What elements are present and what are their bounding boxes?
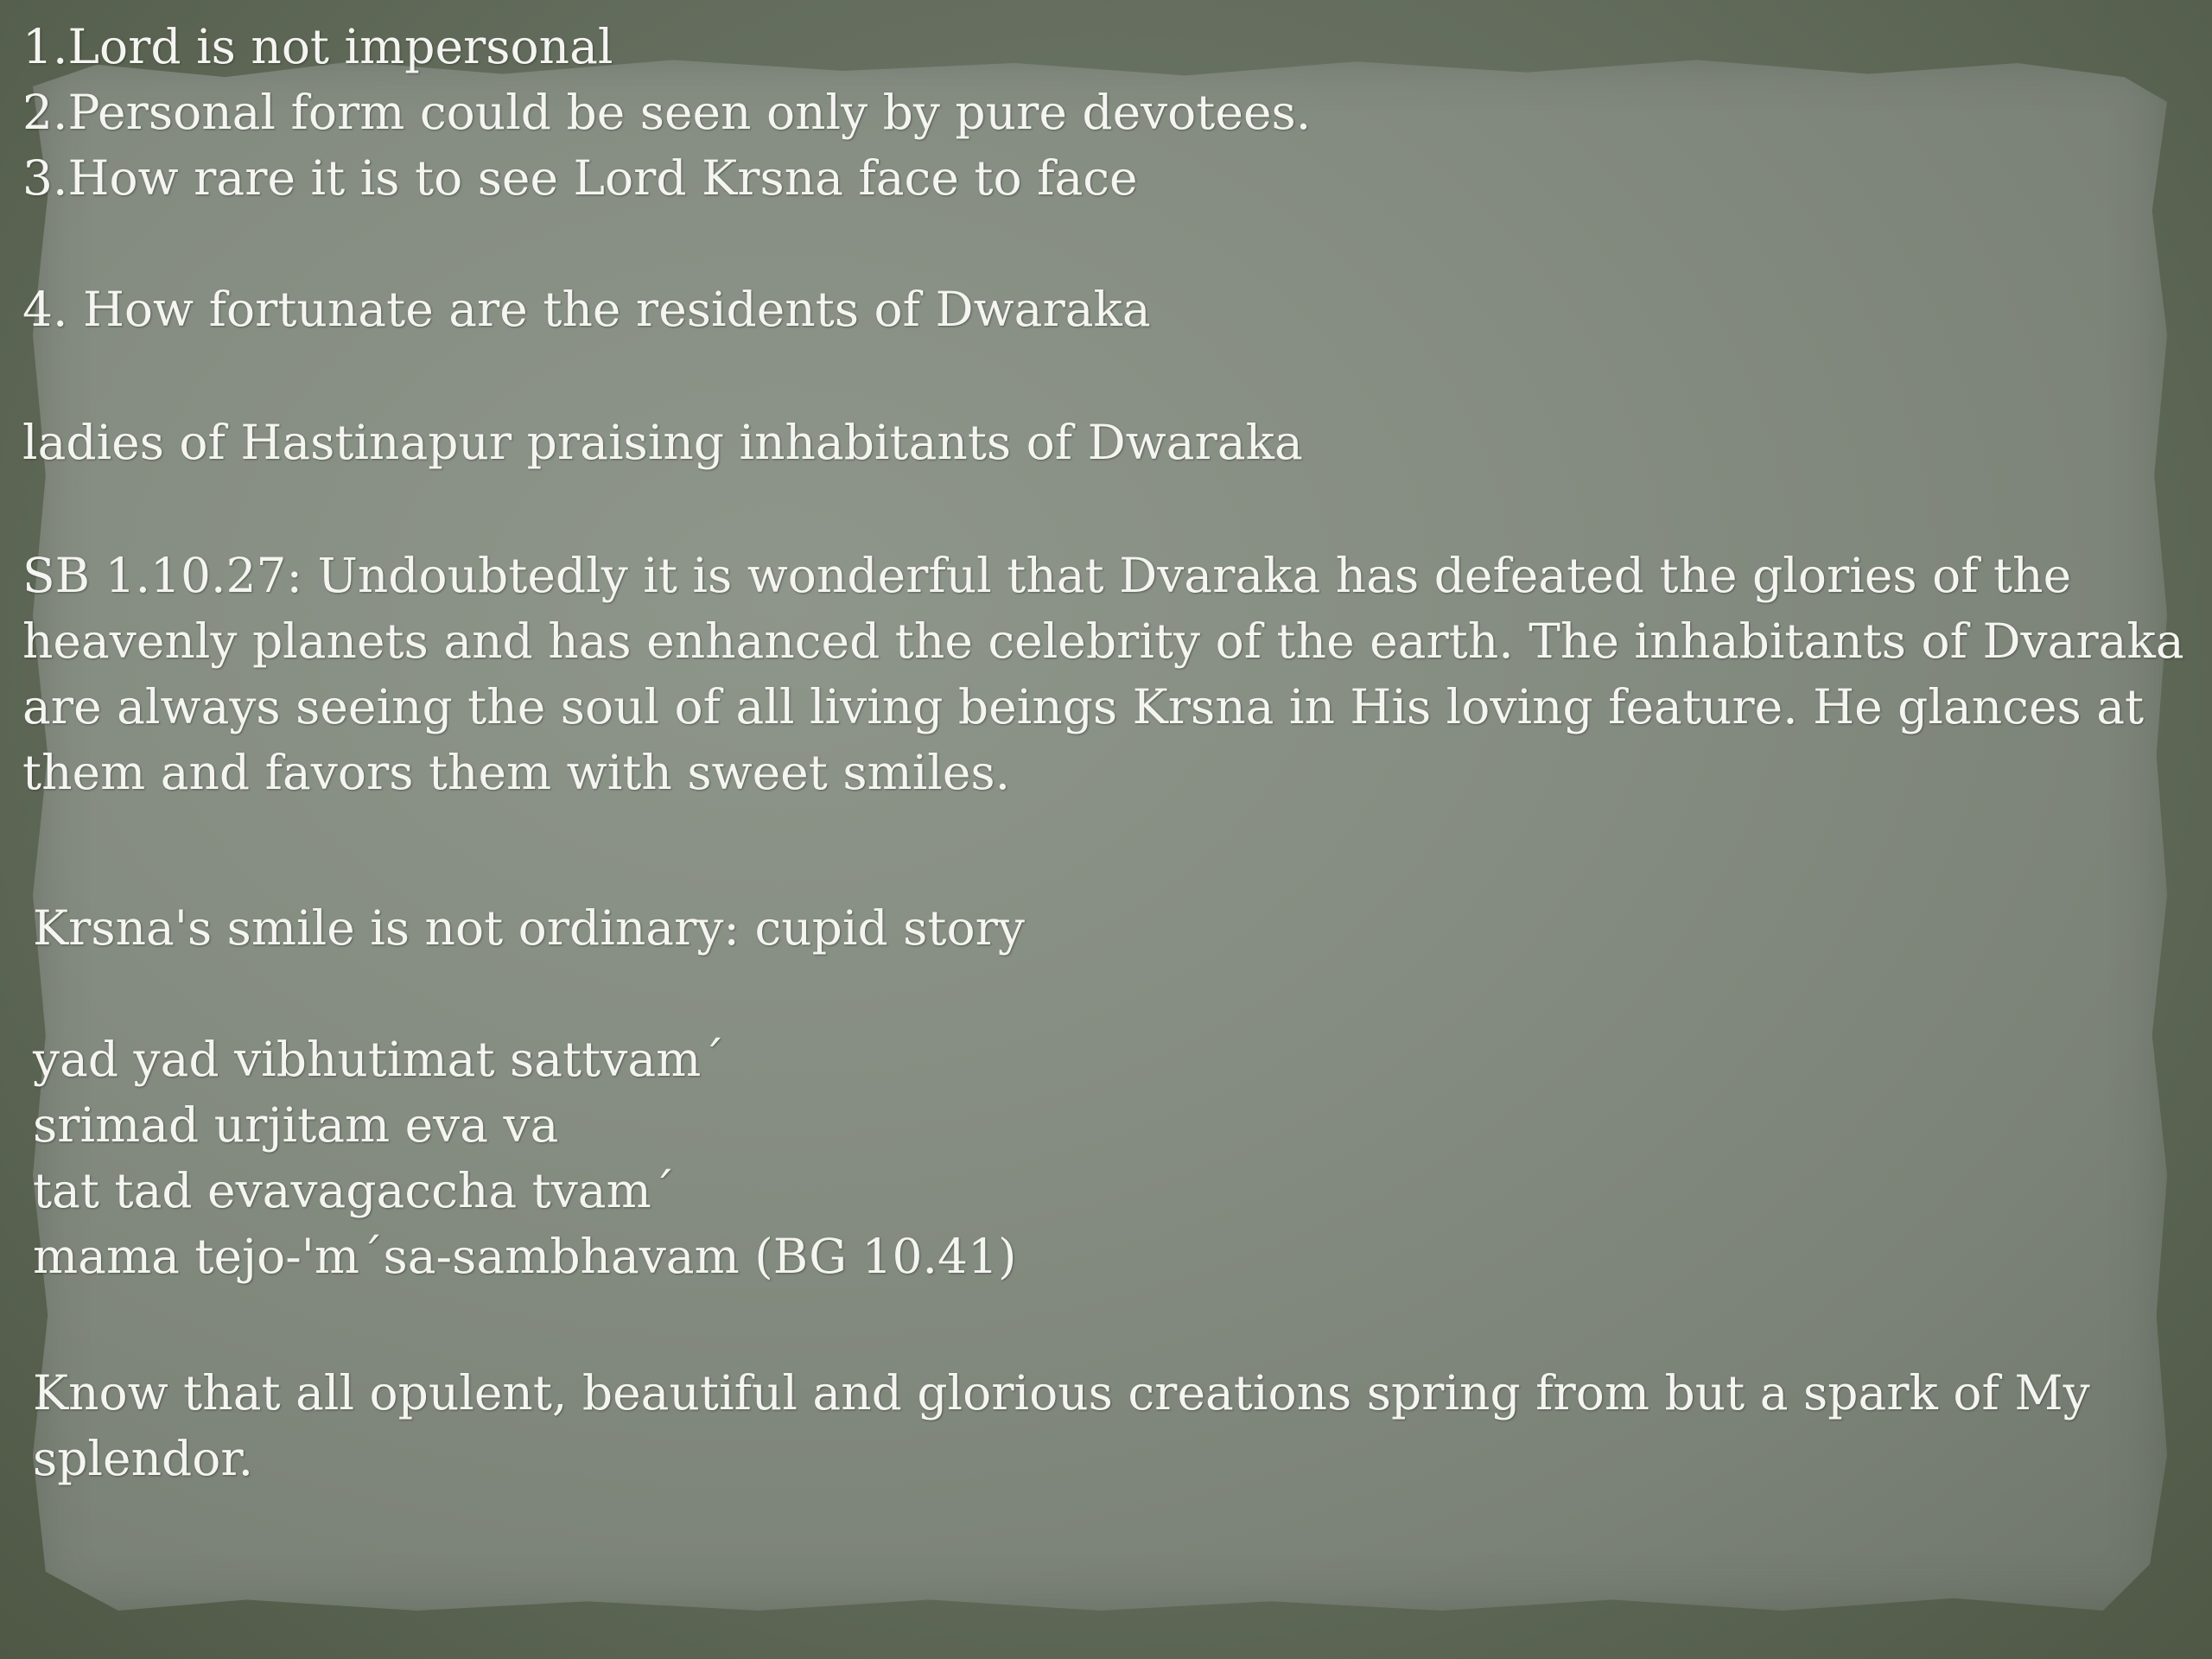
point-3: 3.How rare it is to see Lord Krsna face to face bbox=[22, 150, 1138, 206]
bg-verse-line-3: tat tad evavagaccha tvam´ bbox=[33, 1163, 676, 1218]
bg-verse-line-4: mama tejo-'m´sa-sambhavam (BG 10.41) bbox=[33, 1229, 1017, 1284]
sb-verse-line-1: SB 1.10.27: Undoubtedly it is wonderful that Dvaraka has defeated the glories of the bbox=[22, 548, 2072, 603]
point-1: 1.Lord is not impersonal bbox=[22, 19, 613, 74]
translation-line-2: splendor. bbox=[33, 1431, 254, 1486]
bg-verse-line-2: srimad urjitam eva va bbox=[33, 1097, 559, 1153]
point-4: 4. How fortunate are the residents of Dwaraka bbox=[22, 282, 1151, 337]
bg-verse-line-1: yad yad vibhutimat sattvam´ bbox=[33, 1032, 725, 1087]
sb-verse-line-2: heavenly planets and has enhanced the celebrity of the earth. The inhabitants of Dvaraka bbox=[22, 613, 2184, 669]
smile-line: Krsna's smile is not ordinary: cupid story bbox=[33, 900, 1025, 956]
translation-line-1: Know that all opulent, beautiful and glorious creations spring from but a spark of My bbox=[33, 1365, 2090, 1421]
sb-verse-line-3: are always seeing the soul of all living beings Krsna in His loving feature. He glances at bbox=[22, 679, 2145, 734]
sb-verse-line-4: them and favors them with sweet smiles. bbox=[22, 745, 1011, 800]
point-2: 2.Personal form could be seen only by pure devotees. bbox=[22, 85, 1312, 140]
ladies-line: ladies of Hastinapur praising inhabitants of Dwaraka bbox=[22, 415, 1303, 470]
